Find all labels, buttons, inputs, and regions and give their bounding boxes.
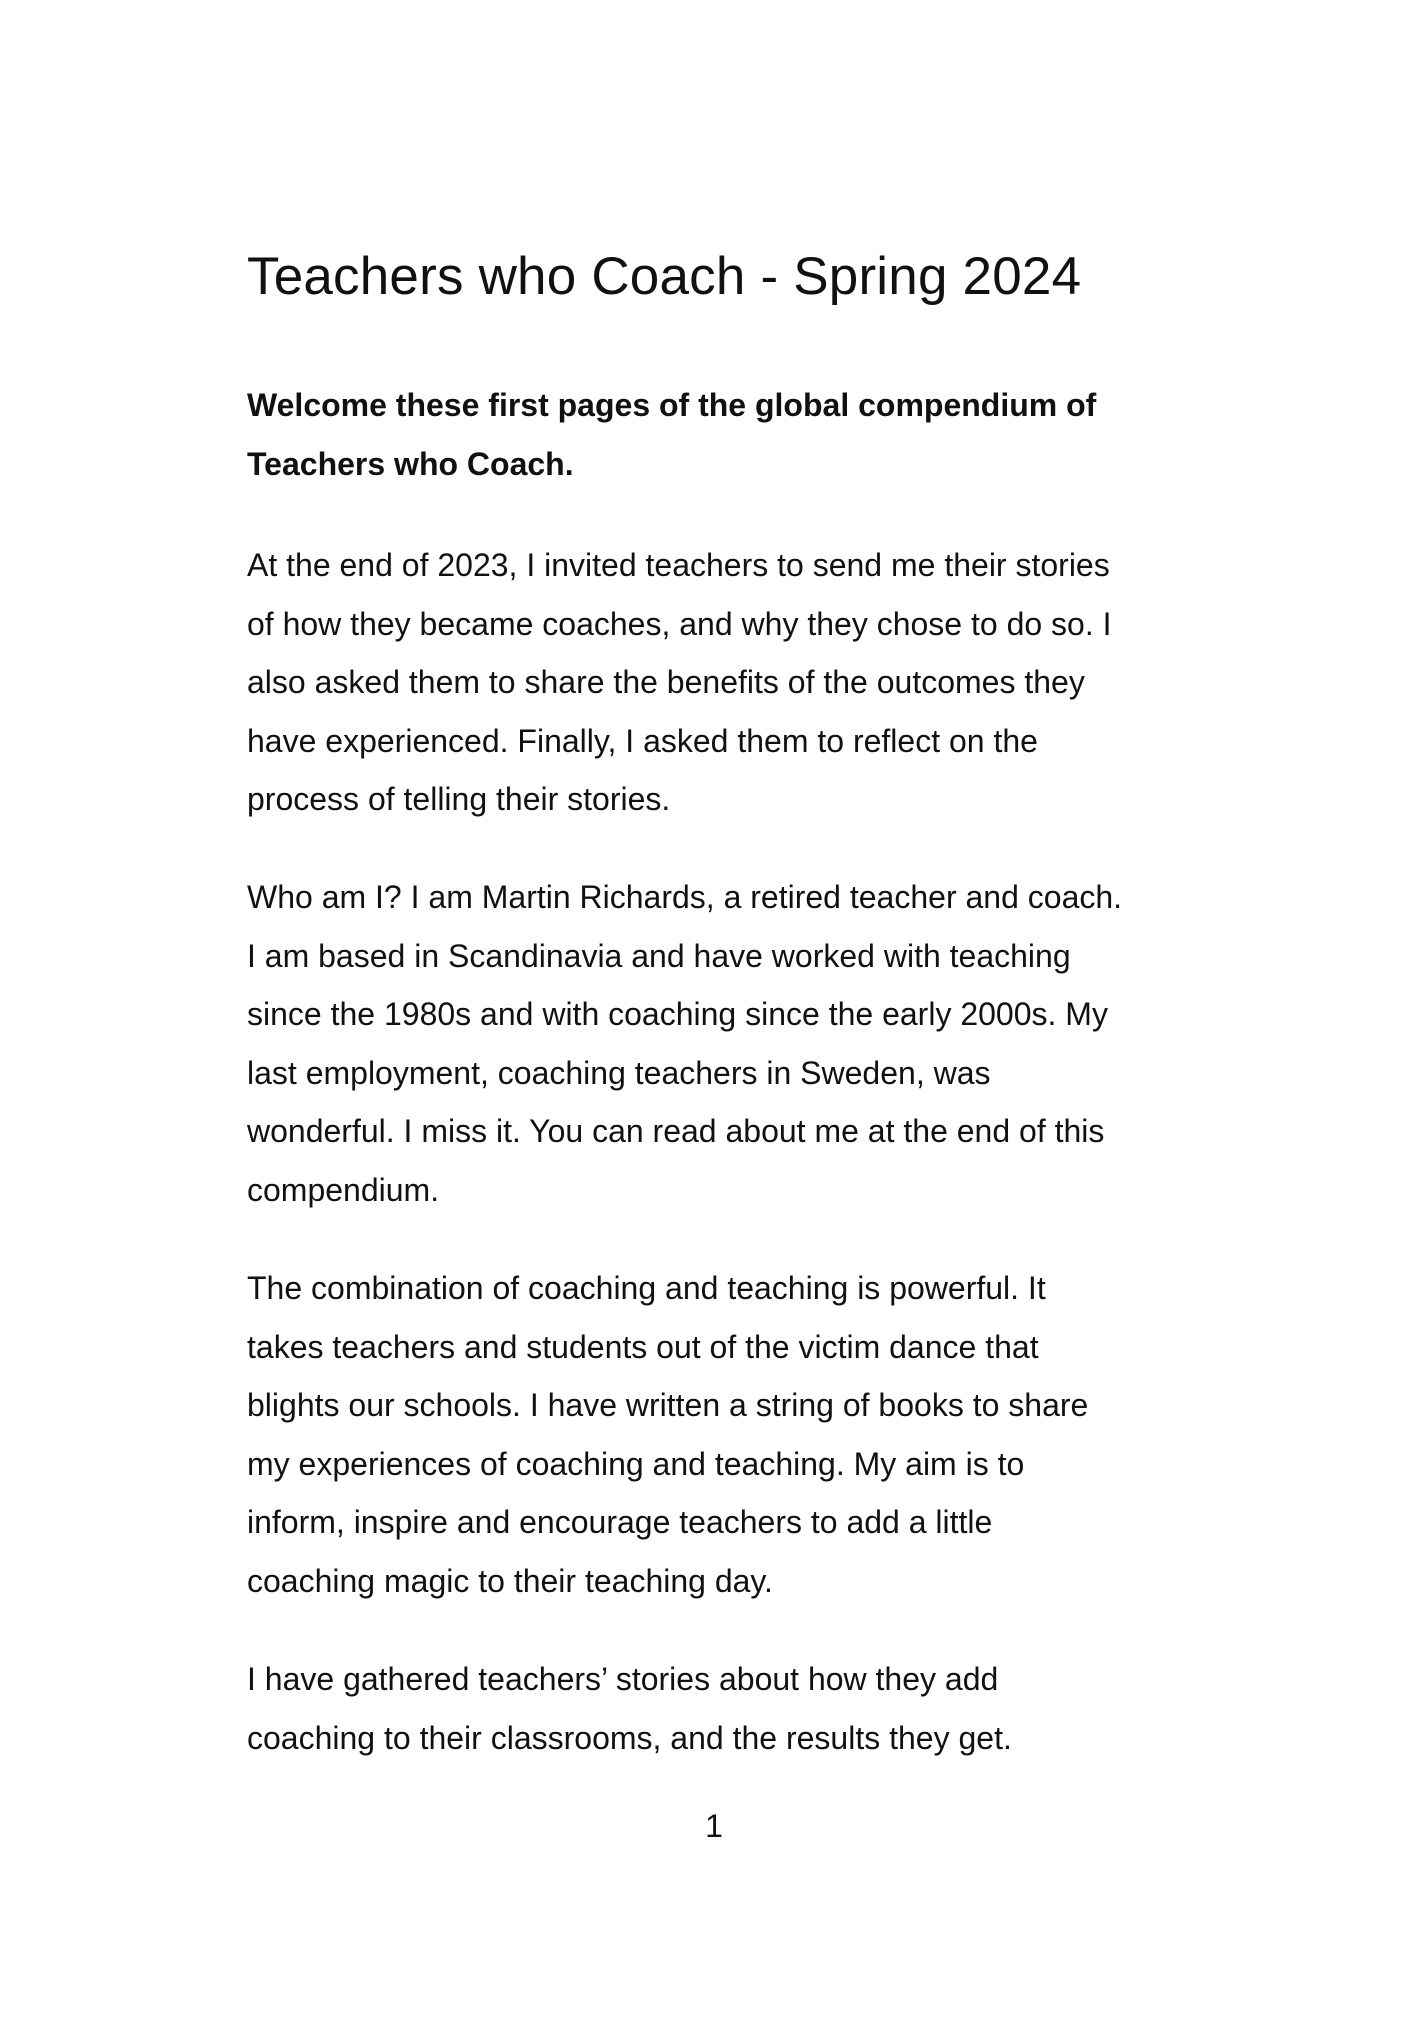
text-line: compendium. [247, 1171, 440, 1208]
document-title: Teachers who Coach - Spring 2024 [247, 247, 1082, 306]
text-line: Welcome these first pages of the global compendium of [247, 387, 1097, 423]
paragraph-stories [247, 1650, 1207, 1767]
text-line: process of telling their stories. [247, 781, 671, 817]
text-line: I have gathered teachers’ stories about how they add [247, 1661, 999, 1697]
paragraph-invitation [247, 536, 1207, 829]
text-line: takes teachers and students out of the victim dance that [247, 1328, 1039, 1365]
text-line: have experienced. Finally, I asked them to reflect on the [247, 722, 1038, 759]
text-line: Who am I? I am Martin Richards, a retired teacher and coach. [247, 879, 1123, 915]
paragraph-author [247, 868, 1207, 1219]
text-line: blights our schools. I have written a string of books to share [247, 1387, 1089, 1423]
text-line: Teachers who Coach. [247, 445, 574, 482]
text-line: since the 1980s and with coaching since the early 2000s. My [247, 996, 1108, 1032]
text-line: coaching to their classrooms, and the results they get. [247, 1719, 1012, 1756]
page-number: 1 [705, 1808, 723, 1844]
text-line: last employment, coaching teachers in Sweden, was [247, 1054, 991, 1091]
text-line: The combination of coaching and teaching is powerful. It [247, 1270, 1046, 1306]
text-line: inform, inspire and encourage teachers to add a little [247, 1504, 993, 1540]
text-line: wonderful. I miss it. You can read about me at the end of this [247, 1113, 1105, 1149]
paragraph-coaching-teaching [247, 1259, 1207, 1610]
lead-paragraph [247, 376, 1207, 493]
text-line: coaching magic to their teaching day. [247, 1562, 773, 1599]
text-line: of how they became coaches, and why they chose to do so. I [247, 605, 1112, 642]
text-line: I am based in Scandinavia and have worked with teaching [247, 937, 1071, 974]
text-line: also asked them to share the benefits of the outcomes they [247, 664, 1085, 700]
text-line: my experiences of coaching and teaching. My aim is to [247, 1445, 1025, 1482]
text-line: At the end of 2023, I invited teachers to send me their stories [247, 547, 1110, 583]
